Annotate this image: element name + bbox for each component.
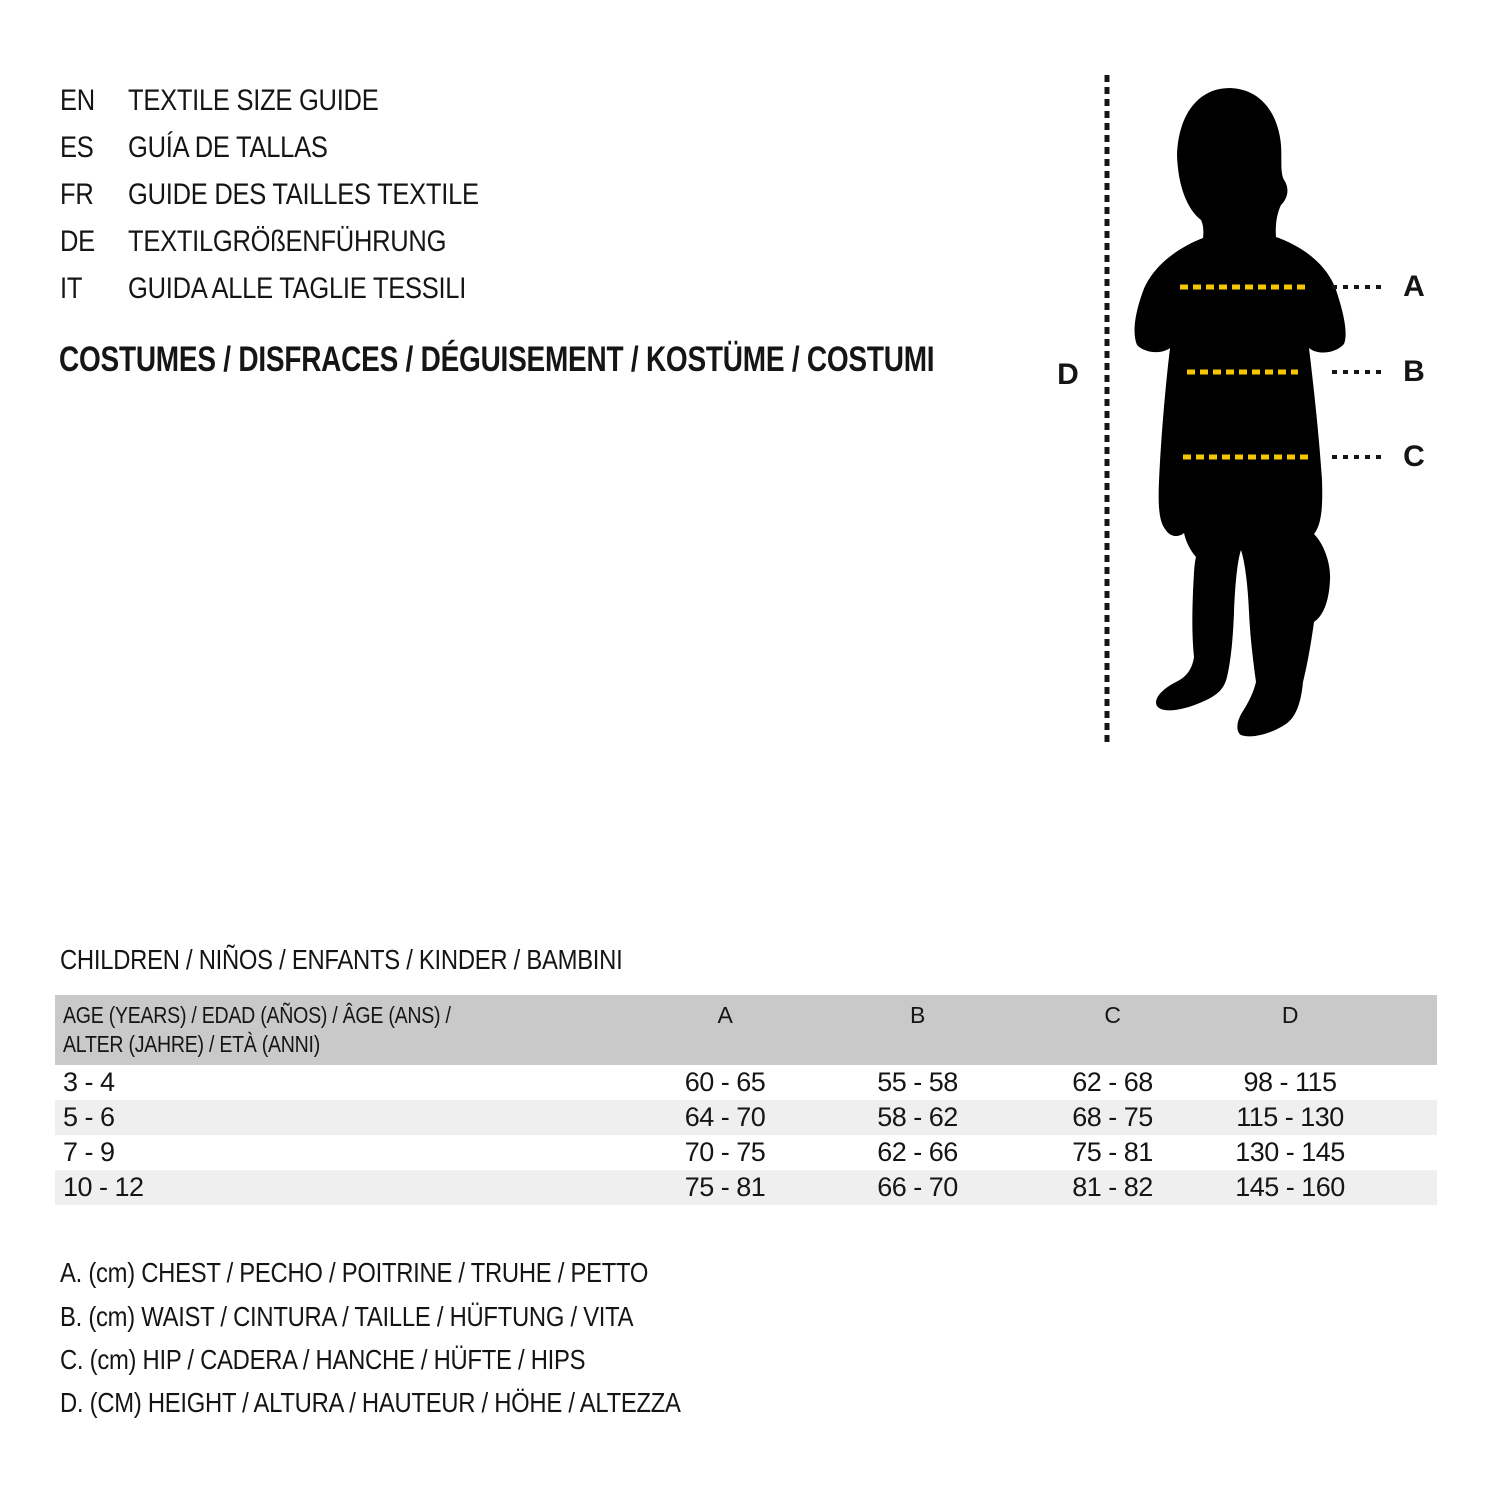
legend-item-waist: B. (cm) WAIST / CINTURA / TAILLE / HÜFTUNG / VITA [60,1301,634,1332]
language-title: GUIDA ALLE TAGLIE TESSILI [128,272,467,305]
age-cell: 10 - 12 [63,1172,144,1202]
figure-label-b: B [1403,355,1425,388]
waist-cell: 62 - 66 [877,1137,958,1167]
language-row-it [60,273,466,305]
language-code: IT [60,272,83,305]
column-header-d: D [1281,1002,1299,1028]
category-title: COSTUMES / DISFRACES / DÉGUISEMENT / KOSTÜME / COSTUMI [59,340,935,379]
column-header-a: A [717,1002,733,1028]
height-cell: 98 - 115 [1243,1067,1337,1097]
waist-cell: 55 - 58 [877,1067,958,1097]
language-code: ES [60,131,94,164]
column-header-b: B [909,1002,926,1028]
language-title: GUÍA DE TALLAS [128,131,328,164]
hip-cell: 81 - 82 [1072,1172,1153,1202]
age-cell: 7 - 9 [63,1137,115,1167]
language-title: TEXTILGRÖßENFÜHRUNG [128,225,447,258]
child-silhouette [1135,88,1346,736]
table-row [55,1100,1437,1135]
height-cell: 115 - 130 [1236,1102,1344,1132]
language-title: TEXTILE SIZE GUIDE [128,84,379,117]
age-cell: 5 - 6 [63,1102,115,1132]
size-table [55,995,1437,1205]
height-cell: 130 - 145 [1235,1137,1345,1167]
language-code: DE [60,225,95,258]
language-row-es [60,132,328,164]
language-row-de [60,226,446,258]
legend-item-hip: C. (cm) HIP / CADERA / HANCHE / HÜFTE / HIPS [60,1344,586,1375]
waist-cell: 58 - 62 [877,1102,958,1132]
hip-cell: 62 - 68 [1072,1067,1153,1097]
hip-cell: 75 - 81 [1072,1137,1153,1167]
figure-label-d: D [1057,358,1079,391]
legend-item-height: D. (CM) HEIGHT / ALTURA / HAUTEUR / HÖHE / ALTEZZA [60,1387,681,1418]
language-title: GUIDE DES TAILLES TEXTILE [128,178,479,211]
table-row [55,1065,1437,1100]
chest-cell: 75 - 81 [684,1172,766,1202]
age-cell: 3 - 4 [63,1067,115,1097]
waist-cell: 66 - 70 [877,1172,958,1202]
language-code: FR [60,178,94,211]
section-title-children: CHILDREN / NIÑOS / ENFANTS / KINDER / BAMBINI [60,944,623,975]
chest-cell: 70 - 75 [684,1137,766,1167]
legend-item-chest: A. (cm) CHEST / PECHO / POITRINE / TRUHE / PETTO [60,1257,649,1288]
age-column-header: AGE (YEARS) / EDAD (AÑOS) / ÂGE (ANS) / ALTER (JAHRE) / ETÀ (ANNI) [63,1002,451,1057]
language-row-fr [60,179,479,211]
child-silhouette-figure [1090,60,1390,760]
language-code: EN [60,84,95,117]
language-row-en [60,85,378,117]
table-row [55,1170,1437,1205]
column-header-c: C [1104,1002,1121,1028]
table-row [55,1135,1437,1170]
height-cell: 145 - 160 [1235,1172,1345,1202]
figure-label-a: A [1403,270,1425,303]
hip-cell: 68 - 75 [1072,1102,1153,1132]
figure-label-c: C [1403,440,1425,473]
chest-cell: 60 - 65 [684,1067,766,1097]
table-header-row [55,995,1437,1065]
chest-cell: 64 - 70 [684,1102,766,1132]
